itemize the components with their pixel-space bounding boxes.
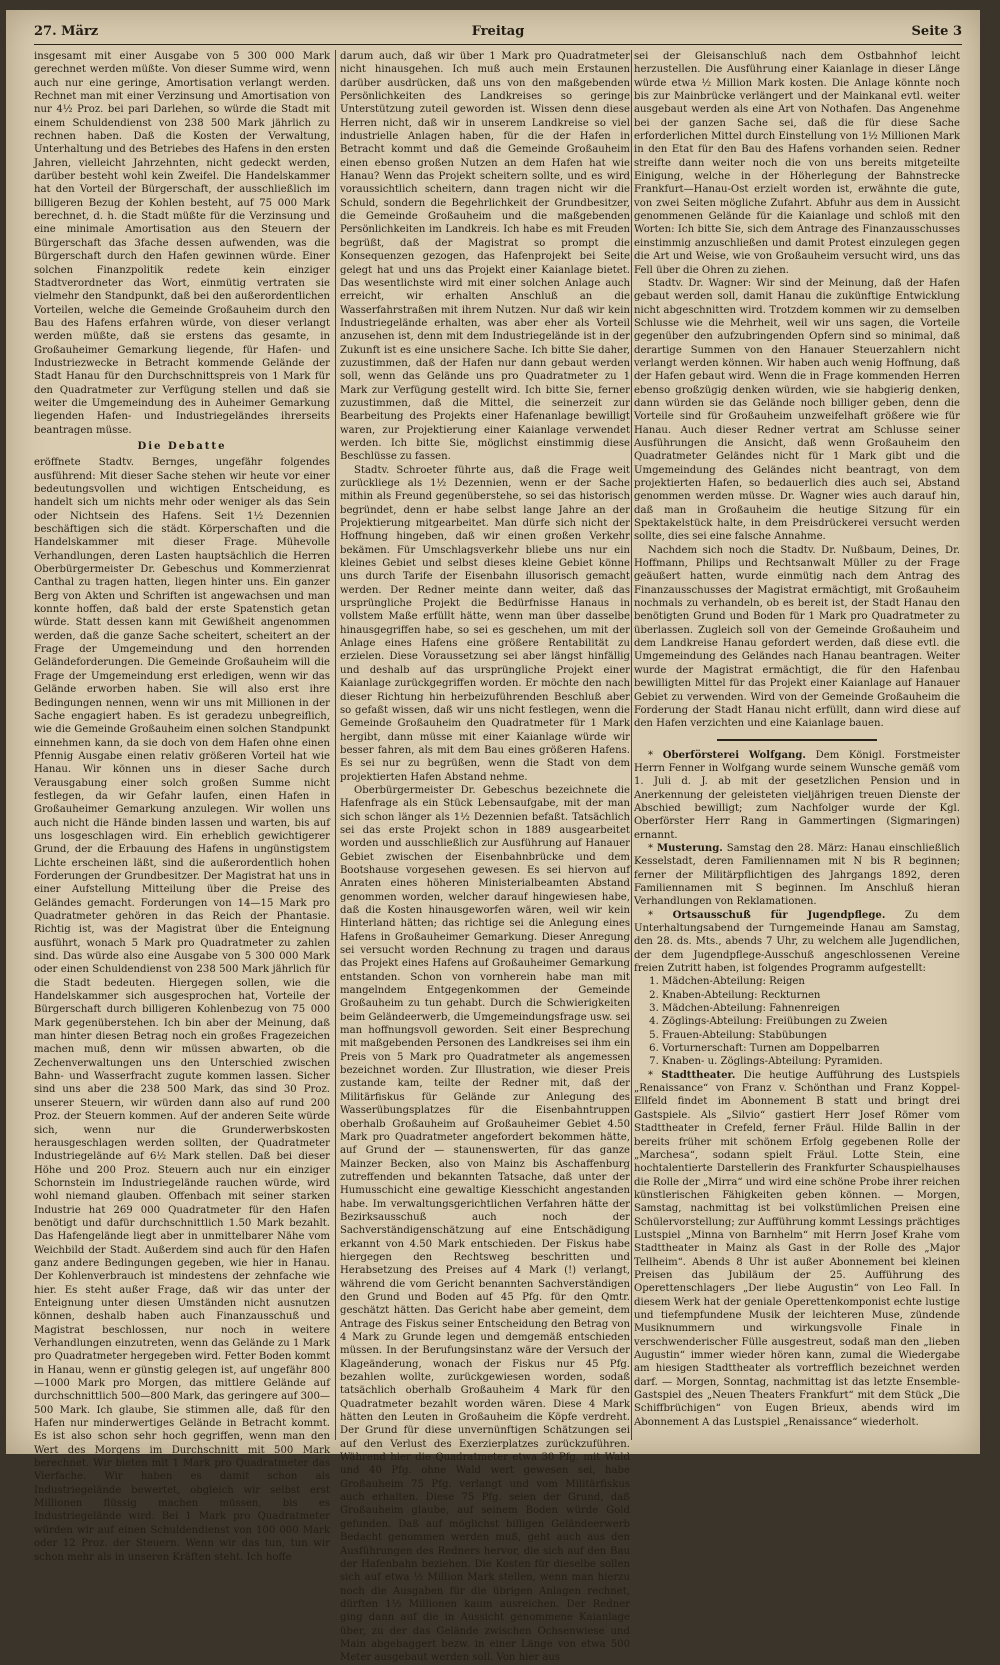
article-paragraph: darum auch, daß wir über 1 Mark pro Quadratmeter nicht hinausgehen. Ich muß auch mein Erstaunen darüber ausdrücken, daß uns von den maßgebenden Persönlichkeiten des Landkreises so geringe Unterstützung zuteil geworden ist. Wissen denn diese Herren nicht, daß wir in unserem Landkreise so viel industrielle Anlagen haben, für die der Hafen in Betracht kommt und daß die Gemeinde Großauheim einen ebenso großen Nutzen an dem Hafen hat wie Hanau? Wenn das Projekt scheitern sollte, und es wird voraussichtlich scheitern, dann tragen nicht wir die Schuld, sondern die Begehrlichkeit der Grundbesitzer, die Gemeinde Großauheim und die maßgebenden Persönlichkeiten im Landkreis. Ich habe es mit Freuden begrüßt, daß der Magistrat so prompt die Konsequenzen gezogen, das Hafenprojekt bei Seite gelegt hat und uns das Projekt einer Kaianlage bietet. Das wesentlichste wird mit einer solchen Anlage auch erreicht, wir erhalten Anschluß an die Wasserfahrstraßen mit ihrem Nutzen. Nur daß wir kein Industriegelände erhalten, was aber eher als Vorteil anzusehen ist, denn mit dem Industriegelände ist in der Zukunft ist es eine unsichere Sache. Ich bitte Sie daher, zuzustimmen, daß der Hafen nur dann gebaut werden soll, wenn das Gelände uns pro Quadratmeter zu 1 Mark zur Verfügung gestellt wird. Ich bitte Sie, ferner zuzustimmen, daß die Mittel, die seinerzeit zur Bearbeitung des Projekts einer Hafenanlage bewilligt waren, zur Projektierung einer Kaianlage verwendet werden. Ich bitte Sie, möglichst einstimmig diese Beschlüsse zu fassen. bbox=[340, 51, 630, 463]
news-item-text: Dem Königl. Forstmeister Herrn Fenner in Wolfgang wurde seinem Wunsche gemäß vom 1. Juli d. J. ab mit der gesetzlichen Pension und in Anerkennung der geleisteten vieljährigen treuen Dienste der Abschied bewilligt; zum Nachfolger wurde der Kgl. Oberförster Herr Rang in Gammertingen (Sigmaringen) ernannt. bbox=[634, 749, 960, 841]
program-item: 3. Mädchen-Abteilung: Fahnenreigen bbox=[662, 1002, 960, 1015]
program-item: 1. Mädchen-Abteilung: Reigen bbox=[662, 975, 960, 988]
news-item-forestry: * Oberförsterei Wolfgang. Dem Königl. Forstmeister Herrn Fenner in Wolfgang wurde seinem Wunsche gemäß vom 1. Juli d. J. ab mit der gesetzlichen Pension und in Anerkennung der geleisteten vieljährigen treuen Dienste der Abschied bewilligt; zum Nachfolger wurde der Kgl. Oberförster Herr Rang in Gammertingen (Sigmaringen) ernannt. bbox=[634, 749, 960, 841]
news-item-text: Die heutige Aufführung des Lustspiels „Renaissance“ von Franz v. Schönthan und Franz Koppel-Ellfeld findet im Abonnement B statt und bringt drei Gastspiele. Als „Silvio“ gastiert Herr Josef Römer vom Stadttheater in Crefeld, ferner Fräul. Hilde Ballin in der bereits früher mit schönem Erfolg gegebenen Rolle der „Marchesa“, sodann spielt Fräul. Lotte Stein, eine hochtalentierte Darstellerin des Frankfurter Schauspielhauses die Rolle der „Mirra“ und wird eine schöne Probe ihrer reichen künstlerischen Fähigkeiten geben können. — Morgen, Samstag, nachmittag ist bei volkstümlichen Preisen eine Schülervorstellung; zur Aufführung kommt Lessings prächtiges Lustspiel „Minna von Barnhelm“ mit Herrn Josef Krahe vom Stadttheater in Mainz als Gast in der Rolle des „Major Tellheim“. Abends 8 Uhr ist außer Abonnement bei kleinen Preisen das Jubiläum der 25. Aufführung des Operettenschlagers „Der liebe Augustin“ von Leo Fall. In diesem Werk hat der geniale Operettenkomponist echte lustige und tiefempfundene Musik der leichteren Muse, zündende Musiknummern und wirkungsvolle Finale in verschwenderischer Fülle ausgestreut, sodaß man den „lieben Augustin“ immer wieder hören kann, zumal die Wiedergabe am hiesigen Stadttheater als vortrefflich bezeichnet werden darf. — Morgen, Sonntag, nachmittag ist das letzte Ensemble-Gastspiel des „Neuen Theaters Frankfurt“ mit dem Stück „Die Schiffbrüchigen“ von Eugen Brieux, abends wird im Abonnement A das Lustspiel „Renaissance“ wiederholt. bbox=[634, 1069, 960, 1428]
news-item-title: Ortsausschuß für Jugendpflege. bbox=[672, 909, 886, 921]
program-list bbox=[634, 975, 960, 1068]
column-2 bbox=[340, 50, 630, 1664]
page-header bbox=[34, 20, 962, 45]
program-item: 5. Frauen-Abteilung: Stabübungen bbox=[662, 1029, 960, 1042]
article-paragraph: Oberbürgermeister Dr. Gebeschus bezeichnete die Hafenfrage als ein Stück Lebensaufgabe, mit der man sich schon länger als 1½ Dezennien befaßt. Tatsächlich sei das erste Projekt schon in 1889 ausgearbeitet worden und ausschließlich zur Ausführung auf Hanauer Gebiet zwischen der Eisenbahnbrücke und dem Bootshause vorgesehen gewesen. Es sei hiervon auf Anraten eines höheren Ministerialbeamten Abstand genommen worden, welcher darauf hingewiesen habe, daß die Kosten hinausgeworfen wären, weil wir kein Hinterland hätten; das richtige sei die Anlegung eines Hafens in Großauheimer Gemarkung. Dieser Anregung sei versucht worden Rechnung zu tragen und daraus das Projekt eines Hafens auf Großauheimer Gemarkung entstanden. Schon von vornherein habe man mit mangelndem Entgegenkommen der Gemeinde Großauheim zu tun gehabt. Durch die Schwierigkeiten beim Geländeerwerb, die Umgemeindungsfrage usw. sei man hoffnungsvoll geworden. Seit einer Besprechung mit maßgebenden Personen des Landkreises sei ihm ein Preis von 5 Mark pro Quadratmeter als angemessen bezeichnet worden. Zur Illustration, wie dieser Preis zustande kam, teilte der Redner mit, daß der Militärfiskus für Gelände zur Anlegung des Wasserübungsplatzes für die Eisenbahntruppen oberhalb Großauheim auf Großauheimer Gebiet 4.50 Mark pro Quadratmeter angefordert bekommen hätte, auf Grund der — staunenswerten, für das ganze Mainzer Becken, also von Mainz bis Aschaffenburg zutreffenden und bekannten Tatsache, daß unter der Humusschicht eine gewaltige Kiesschicht angestanden habe. Im verwaltungsgerichtlichen Verfahren hätte der Bezirksausschuß auch noch der Sachverständigenschätzung auf eine Entschädigung erkannt von 4.50 Mark entschieden. Der Fiskus habe hiergegen den Rechtsweg beschritten und Herabsetzung des Preises auf 4 Mark (!) verlangt, während die vom Gericht benannten Sachverständigen den Grund und Boden auf 45 Pfg. für den Qmtr. geschätzt hätten. Das Gericht habe aber gemeint, dem Antrage des Fiskus seiner Entscheidung den Betrag von 4 Mark zu Grunde legen und demgemäß entschieden müssen. In der Berufungsinstanz wäre der Versuch der Klageänderung, wonach der Fiskus nur 45 Pfg. bezahlen wollte, zurückgewiesen worden, sodaß tatsächlich oberhalb Großauheim 4 Mark für den Quadratmeter bezahlt worden wären. Diese 4 Mark hätten den Leuten in Großauheim die Köpfe verdreht. Der Grund für diese unvernünftigen Schätzungen sei auf den Verlust des Exerzierplatzes zurückzuführen. Während hier die Quadratmeter etwa 30 Pfg. mit Wald und 40 Pfg. ohne Wald wert gewesen sei, habe Großauheim 75 Pfg. verlangt und vom Militärfiskus auch erhalten. Diese 75 Pfg. seien der Grund, daß Großauheim glaube, auf seinem Boden würde Gold gefunden. Daß auf möglichst billigen Geländeerwerb Bedacht genommen werden muß, geht auch aus den Ausführungen des Redners hervor, die sich auf den Bau der Hafenbahn beziehen. Die Kosten für dieselbe sollen sich auf etwa ½ Million Mark stellen, wenn man hierzu noch die Ausgaben für die übrigen Anlagen rechnet, dürften 1½ Millionen kaum ausreichen. Der Redner ging dann auf die in Aussicht genommene Kaianlage über, zu der das Gelände zwischen Ochsenwiese und Main abgebaggert bezw. in einer Länge von etwa 500 Meter ausgebaut werden soll. Von hier aus bbox=[340, 784, 630, 1664]
column-rule-2 bbox=[631, 50, 632, 1440]
program-item: 6. Vorturnerschaft: Turnen am Doppelbarren bbox=[662, 1042, 960, 1055]
subheading-debate: Die Debatte bbox=[137, 440, 227, 452]
header-day: Freitag bbox=[471, 24, 525, 39]
news-item-theater: * Stadttheater. Die heutige Aufführung des Lustspiels „Renaissance“ von Franz v. Schönthan und Franz Koppel-Ellfeld findet im Abonnement B statt und bringt drei Gastspiele. Als „Silvio“ gastiert Herr Josef Römer vom Stadttheater in Crefeld, ferner Fräul. Hilde Ballin in der bereits früher mit schönem Erfolg gegebenen Rolle der „Marchesa“, sodann spielt Fräul. Lotte Stein, eine hochtalentierte Darstellerin des Frankfurter Schauspielhauses die Rolle der „Mirra“ und wird eine schöne Probe ihrer reichen künstlerischen Fähigkeiten geben können. — Morgen, Samstag, nachmittag ist bei volkstümlichen Preisen eine Schülervorstellung; zur Aufführung kommt Lessings prächtiges Lustspiel „Minna von Barnhelm“ mit Herrn Josef Krahe vom Stadttheater in Mainz als Gast in der Rolle des „Major Tellheim“. Abends 8 Uhr ist außer Abonnement bei kleinen Preisen das Jubiläum der 25. Aufführung des Operettenschlagers „Der liebe Augustin“ von Leo Fall. In diesem Werk hat der geniale Operettenkomponist echte lustige und tiefempfundene Musik der leichteren Muse, zündende Musiknummern und wirkungsvolle Finale in verschwenderischer Fülle ausgestreut, sodaß man den „lieben Augustin“ immer wieder hören kann, zumal die Wiedergabe am hiesigen Stadttheater als vortrefflich bezeichnet werden darf. — Morgen, Sonntag, nachmittag ist das letzte Ensemble-Gastspiel des „Neuen Theaters Frankfurt“ mit dem Stück „Die Schiffbrüchigen“ von Eugen Brieux, abends wird im Abonnement A das Lustspiel „Renaissance“ wiederholt. bbox=[634, 1069, 960, 1428]
news-item-title: Musterung. bbox=[656, 842, 723, 854]
newspaper-page bbox=[6, 10, 980, 1664]
article-paragraph: Stadtv. Dr. Wagner: Wir sind der Meinung, daß der Hafen gebaut werden soll, damit Hanau die zukünftige Entwicklung nicht abgeschnitten wird. Trotzdem kommen wir zu demselben Schlusse wie die Mehrheit, weil wir uns sagen, die Vorteile gegenüber den aufzubringenden Opfern sind so minimal, daß derartige Summen von den Hanauer Steuerzahlern nicht verlangt werden können. Wir haben auch wenig Hoffnung, daß der Hafen gebaut wird. Wenn die in Frage kommenden Herren ebenso großzügig denken würden, wie sie habgierig denken, dann würden sie das Gelände noch billiger geben, denn die Vorteile sind für Großauheim unzweifelhaft größere wie für Hanau. Auch dieser Redner vertrat am Schlusse seiner Ausführungen die Ansicht, daß wenn Großauheim den Quadratmeter Geländes nicht für 1 Mark gibt und die Umgemeindung des Geländes nicht beantragt, von dem projektierten Hafen, so bedauerlich dies auch sei, Abstand genommen werden müsse. Dr. Wagner wies auch darauf hin, daß man in Großauheim die heutige Sitzung für ein Spektakelstück halte, in dem Preisdrückerei versucht werden sollte, dies sei eine falsche Annahme. bbox=[634, 277, 960, 543]
column-1 bbox=[34, 50, 330, 1563]
news-item-text: Samstag den 28. März: Hanau einschließlich Kesselstadt, deren Familiennamen mit N bis R beginnen; ferner der Militärpflichtigen des Jahrgangs 1892, deren Familiennamen mit S beginnen. Im Anschluß hieran Verhandlungen von Reklamationen. bbox=[634, 842, 960, 908]
news-item-muster: * Musterung. Samstag den 28. März: Hanau einschließlich Kesselstadt, deren Familiennamen mit N bis R beginnen; ferner der Militärpflichtigen des Jahrgangs 1892, deren Familiennamen mit S beginnen. Im Anschluß hieran Verhandlungen von Reklamationen. bbox=[634, 842, 960, 908]
column-rule-1 bbox=[335, 50, 336, 1440]
program-item: 2. Knaben-Abteilung: Reckturnen bbox=[662, 989, 960, 1002]
program-item: 7. Knaben- u. Zöglings-Abteilung: Pyramiden. bbox=[662, 1055, 960, 1068]
news-item-title: Stadttheater. bbox=[661, 1069, 736, 1081]
header-page-number: Seite 3 bbox=[911, 24, 962, 39]
article-paragraph: Stadtv. Schroeter führte aus, daß die Frage weit zurückliege als 1½ Dezennien, wenn er der Sache mithin als Freund gegenüberstehe, so sei das historisch begründet, denn er habe selbst lange Jahre an der Projektierung mitgearbeitet. Man dürfe sich nicht der Hoffnung hingeben, daß wir einen großen Verkehr bekämen. Für Umschlagsverkehr bliebe uns nur ein kleines Gebiet und selbst dieses kleine Gebiet könne uns durch Tarife der Eisenbahn illusorisch gemacht werden. Der Redner meinte dann weiter, daß das ursprüngliche Projekt die Bedürfnisse Hanaus in vollstem Maße erfüllt hätte, wenn man über dasselbe hinausgegriffen habe, so sei es geschehen, um mit der Anlage eines Hafens eine größere Rentabilität zu erzielen. Diese Voraussetzung sei aber längst hinfällig und deshalb auf das ursprüngliche Projekt einer Kaianlage zurückgegriffen worden. Er möchte den nach dieser Richtung hin herbeizuführenden Beschluß aber so gefaßt wissen, daß wir uns nicht festlegen, wenn die Gemeinde Großauheim den Quadratmeter für 1 Mark hergibt, dann müsse mit einer Kaianlage würde wir besser fahren, als mit dem Bau eines größeren Hafens. Es sei nur zu begrüßen, wenn die Stadt von dem projektierten Hafen Abstand nehme. bbox=[340, 464, 630, 783]
news-item-text: Zu dem Unterhaltungsabend der Turngemeinde Hanau am Samstag, den 28. ds. Mts., abends 7 Uhr, zu welchem alle Jugendlichen, der dem Jugendpflege-Ausschuß angeschlossenen Vereine freien Zutritt haben, ist folgendes Programm aufgestellt: bbox=[634, 909, 960, 975]
news-item-title: Oberförsterei Wolfgang. bbox=[662, 749, 806, 761]
column-3 bbox=[634, 50, 960, 1440]
article-paragraph: eröffnete Stadtv. Bernges, ungefähr folgendes ausführend: Mit dieser Sache stehen wir heute vor einer bedeutungsvollen und wichtigen Entscheidung, es handelt sich um nichts mehr oder weniger als das Sein oder Nichtsein des Hafens. Seit 1½ Dezennien beschäftigen sich die städt. Körperschaften und die Handelskammer mit dieser Frage. Mühevolle Verhandlungen, deren Lasten hauptsächlich die Herren Oberbürgermeister Dr. Gebeschus und Kommerzienrat Canthal zu tragen hatten, liegen hinter uns. Ein ganzer Berg von Akten und Schriften ist angewachsen und man konnte hoffen, daß bald der erste Spatenstich getan würde. Statt dessen kann mit Gewißheit angenommen werden, daß die ganze Sache scheitert, scheitert an der Frage der Umgemeindung und den horrenden Geländeforderungen. Die Gemeinde Großauheim will die Frage der Umgemeindung erst erledigen, wenn wir das Gelände erworben haben. Sie will also erst ihre Bedingungen nennen, wenn wir uns mit Millionen in der Sache engagiert haben. Es ist geradezu unbegreiflich, wie die Gemeinde Großauheim einen solchen Standpunkt einnehmen kann, da sie doch von dem Hafen ohne einen Pfennig Ausgabe einen relativ größeren Vorteil hat wie Hanau. Wir können uns in dieser Sache durch Verausgabung einer solch großen Summe nicht festlegen, da wir Gefahr laufen, einen Hafen in Großauheimer Gemarkung anzulegen. Wir wollen uns auch nicht die Hände binden lassen und warten, bis auf uns losgeschlagen wird. Ein erheblich gewichtigerer Grund, der die Erbauung des Hafens in ungünstigstem Lichte erscheinen läßt, sind die außerordentlich hohen Forderungen der Grundbesitzer. Der Magistrat hat uns in einer Aufstellung Mitteilung über die Preise des Geländes gemacht. Forderungen von 14—15 Mark pro Quadratmeter gehören in das Reich der Phantasie. Richtig ist, was der Magistrat über die Enteignung ausführt, wonach 5 Mark pro Quadratmeter zu zahlen sind. Das würde also eine Ausgabe von 5 300 000 Mark oder einen Schuldendienst von 238 500 Mark jährlich für die Stadt bedeuten. Hiergegen sollen, wie die Handelskammer sich ausgesprochen hat, Vorteile der Bürgerschaft durch billigeren Kohlenbezug von 75 000 Mark gegenüberstehen. Ich bin aber der Meinung, daß man hinter diesen Betrag noch ein großes Fragezeichen machen muß, denn wir müssen abwarten, ob die Zechenverwaltungen uns den Unterschied zwischen Bahn- und Wasserfracht zugute kommen lassen. Sicher sind uns aber die 238 500 Mark, das sind 30 Proz. unserer Steuern, wir würden dann also auf rund 200 Proz. der Steuern kommen. Auf der anderen Seite würde sich, wenn nur die Grunderwerbskosten herausgeschlagen werden sollten, der Quadratmeter Industriegelände auf 6½ Mark stellen. Daß bei dieser Höhe und 200 Proz. Steuern auch nur ein einziger Schornstein im Industriegelände rauchen würde, wird wohl niemand glauben. Offenbach mit seiner starken Industrie hat 269 000 Quadratmeter für den Hafen benötigt und dafür durchschnittlich 1.50 Mark bezahlt. Das Hafengelände liegt aber in unmittelbarer Nähe vom Weichbild der Stadt. Außerdem sind auch für den Hafen ganz andere Bedingungen gegeben, wie hier in Hanau. Der Kohlenverbrauch ist mindestens der zehnfache wie hier. Es steht außer Frage, daß wir das unter der Enteignung unter diesen Umständen nicht ausnutzen können, deshalb haben auch Finanzausschuß und Magistrat beschlossen, nur noch in weitere Verhandlungen einzutreten, wenn das Gelände zu 1 Mark pro Quadratmeter hergegeben wird. Fetter Boden kommt in Hanau, wenn er günstig gelegen ist, auf ungefähr 800—1000 Mark pro Morgen, das mittlere Gelände auf durchschnittlich 500—800 Mark, das geringere auf 300—500 Mark. Ich glaube, Sie stimmen alle, daß für den Hafen nur minderwertiges Gelände in Betracht kommt. Es ist also schon sehr hoch gegriffen, wenn man den Wert des Morgens im Durchschnitt mit 500 Mark berechnet. Wir bieten mit 1 Mark pro Quadratmeter das Vierfache. Wir haben es damit schon als Industriegelände bewertet, obgleich wir selbst erst Millionen flüssig machen müssen, bis es Industriegelände wird. Bei 1 Mark pro Quadratmeter würden wir auf einen Schuldendienst von 100 000 Mark oder 12 Proz. der Steuern. Wenn wir das tun, tun wir schon mehr als in unseren Kräften steht. Ich hoffe bbox=[34, 457, 330, 1563]
header-date: 27. März bbox=[34, 24, 99, 39]
section-divider bbox=[717, 739, 877, 741]
article-paragraph: Nachdem sich noch die Stadtv. Dr. Nußbaum, Deines, Dr. Hoffmann, Philips und Rechtsanwalt Müller zu der Frage geäußert hatten, wurde einmütig nach dem Antrag des Finanzausschusses der Magistrat ermächtigt, mit Großauheim nochmals zu verhandeln, ob es bereit ist, der Stadt Hanau den benötigten Grund und Boden für 1 Mark pro Quadratmeter zu überlassen. Zugleich soll von der Gemeinde Großauheim und dem Landkreise Hanau gefordert werden, daß diese evtl. die Umgemeindung des Geländes nach Hanau beantragen. Weiter wurde der Magistrat ermächtigt, die für den Hafenbau bewilligten Mittel für das Projekt einer Kaianlage auf Hanauer Gebiet zu verwenden. Wird von der Gemeinde Großauheim die Forderung der Stadt Hanau nicht erfüllt, dann wird diese auf den Hafen verzichten und eine Kaianlage bauen. bbox=[634, 544, 960, 730]
news-item-youth: * Ortsausschuß für Jugendpflege. Zu dem Unterhaltungsabend der Turngemeinde Hanau am Samstag, den 28. ds. Mts., abends 7 Uhr, zu welchem alle Jugendlichen, der dem Jugendpflege-Ausschuß angeschlossenen Vereine freien Zutritt haben, ist folgendes Programm aufgestellt: bbox=[634, 909, 960, 975]
article-paragraph: sei der Gleisanschluß nach dem Ostbahnhof leicht herzustellen. Die Ausführung einer Kaianlage in dieser Länge würde etwa ½ Million Mark kosten. Die Anlage könnte noch bis zur Mainbrücke verlängert und der Mainkanal evtl. weiter ausgebaut werden als eine Art von Nothafen. Das Angenehme bei der ganzen Sache sei, daß die für diese Sache erforderlichen Mittel durch Einstellung von 1½ Millionen Mark in den Etat für den Bau des Hafens vorhanden seien. Redner streifte dann weiter noch die von uns bereits mitgeteilte Einigung, welche in der Höherlegung der Bahnstrecke Frankfurt—Hanau-Ost erzielt worden ist, erwähnte die gute, von zwei Seiten mögliche Zufahrt. Abfuhr aus dem in Aussicht genommenen Gelände für die Kaianlage und schloß mit den Worten: Ich bitte Sie, sich dem Antrage des Finanzausschusses einstimmig anzuschließen und damit Protest einzulegen gegen die Art und Weise, wie von Großauheim versucht wird, uns das Fell über die Ohren zu ziehen. bbox=[634, 51, 960, 276]
article-paragraph: insgesamt mit einer Ausgabe von 5 300 000 Mark gerechnet werden müßte. Von dieser Summe wird, wenn auch nur eine geringe, Amortisation verlangt werden. Rechnet man mit einer Verzinsung und Amortisation von nur 4½ Proz. bei pari Darlehen, so würde die Stadt mit einem Schuldendienst von 238 500 Mark jährlich zu rechnen haben. Daß die Kosten der Verwaltung, Unterhaltung und des Betriebes des Hafens in den ersten Jahren, vielleicht Jahrzehnten, nicht gedeckt werden, darüber besteht wohl kein Zweifel. Die Handelskammer hat den Vorteil der Bürgerschaft, der ausschließlich im billigeren Bezug der Kohlen besteht, auf 75 000 Mark berechnet, d. h. die Stadt müßte für die Verzinsung und eine minimale Amortisation aus den Steuern der Bürgerschaft das 3fache dessen aufwenden, was die Bürgerschaft durch den Hafen gewinnen würde. Einer solchen Finanzpolitik redete kein einziger Stadtverordneter das Wort, einmütig vertraten sie vielmehr den Standpunkt, daß bei den außerordentlichen Vorteilen, welche die Gemeinde Großauheim durch den Bau des Hafens erfahren würde, von dieser verlangt werden müßte, daß sie erstens das gesamte, in Großauheimer Gemarkung liegende, für Hafen- und Industriezwecke in Betracht kommende Gelände der Stadt Hanau für den Durchschnittspreis von 1 Mark für den Quadratmeter zur Verfügung stellen und daß sie weiter die Umgemeindung des in Auheimer Gemarkung liegenden Hafen- und Industriegeländes ihrerseits beantragen müsse. bbox=[34, 51, 330, 436]
program-item: 4. Zöglings-Abteilung: Freiübungen zu Zweien bbox=[662, 1015, 960, 1028]
